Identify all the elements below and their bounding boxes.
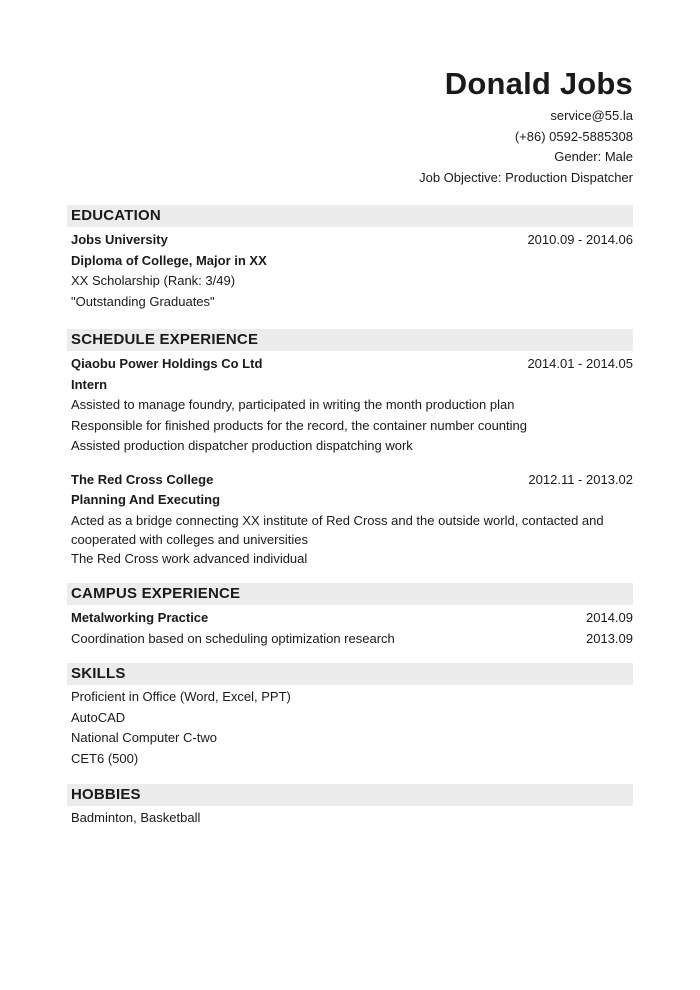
resume-header [67, 0, 633, 188]
contact-email: service@55.la [550, 108, 633, 123]
education-degree: Diploma of College, Major in XX [71, 252, 267, 268]
job-role: Planning And Executing [71, 492, 221, 507]
job-row [67, 354, 633, 375]
hobbies-section [67, 784, 633, 829]
schedule-section [67, 329, 633, 569]
education-item: "Outstanding Graduates" [71, 293, 215, 309]
campus-section [67, 583, 633, 649]
campus-entry-date: 2013.09 [586, 630, 633, 646]
education-item: XX Scholarship (Rank: 3/49) [71, 273, 236, 288]
skill-item: AutoCAD [71, 709, 126, 725]
skills-heading: SKILLS [67, 663, 633, 685]
job-company: The Red Cross College [71, 471, 214, 487]
job-role: Intern [71, 376, 108, 392]
skill-item: National Computer C-two [71, 730, 217, 745]
education-section [67, 205, 633, 312]
job-objective: Job Objective: Production Dispatcher [419, 169, 633, 185]
job-row [67, 470, 633, 491]
skill-item: CET6 (500) [71, 750, 139, 766]
campus-entry-title: Coordination based on scheduling optimization research [71, 630, 395, 646]
hobbies-heading: HOBBIES [67, 784, 633, 806]
school-name: Jobs University [71, 232, 168, 247]
job-duty: Acted as a bridge connecting XX institute of Red Cross and the outside world, contacted and cooperated with colleges and universities [71, 512, 604, 547]
education-heading: EDUCATION [67, 205, 633, 227]
hobbies-text: Badminton, Basketball [71, 810, 201, 825]
campus-entry [67, 608, 633, 629]
job-dates: 2012.11 - 2013.02 [528, 471, 633, 487]
job-dates: 2014.01 - 2014.05 [527, 356, 633, 371]
contact-gender: Gender: Male [554, 149, 633, 164]
schedule-heading: SCHEDULE EXPERIENCE [67, 329, 633, 351]
job-company: Qiaobu Power Holdings Co Ltd [71, 356, 263, 371]
campus-heading: CAMPUS EXPERIENCE [67, 583, 633, 605]
skill-item: Proficient in Office (Word, Excel, PPT) [71, 689, 291, 704]
education-school-row [67, 230, 633, 251]
job-duty: Assisted to manage foundry, participated in writing the month production plan [71, 397, 515, 412]
job-duty: The Red Cross work advanced individual [71, 550, 308, 566]
contact-phone: (+86) 0592-5885308 [514, 128, 633, 144]
campus-entry-title: Metalworking Practice [71, 610, 209, 625]
job-duty: Assisted production dispatcher production dispatching work [71, 438, 413, 453]
campus-entry [67, 629, 633, 650]
campus-entry-date: 2014.09 [586, 610, 633, 625]
job-duty: Responsible for finished products for the record, the container number counting [71, 417, 527, 433]
candidate-name: Donald Jobs [444, 66, 633, 101]
education-dates: 2010.09 - 2014.06 [527, 232, 633, 247]
skills-section [67, 663, 633, 769]
